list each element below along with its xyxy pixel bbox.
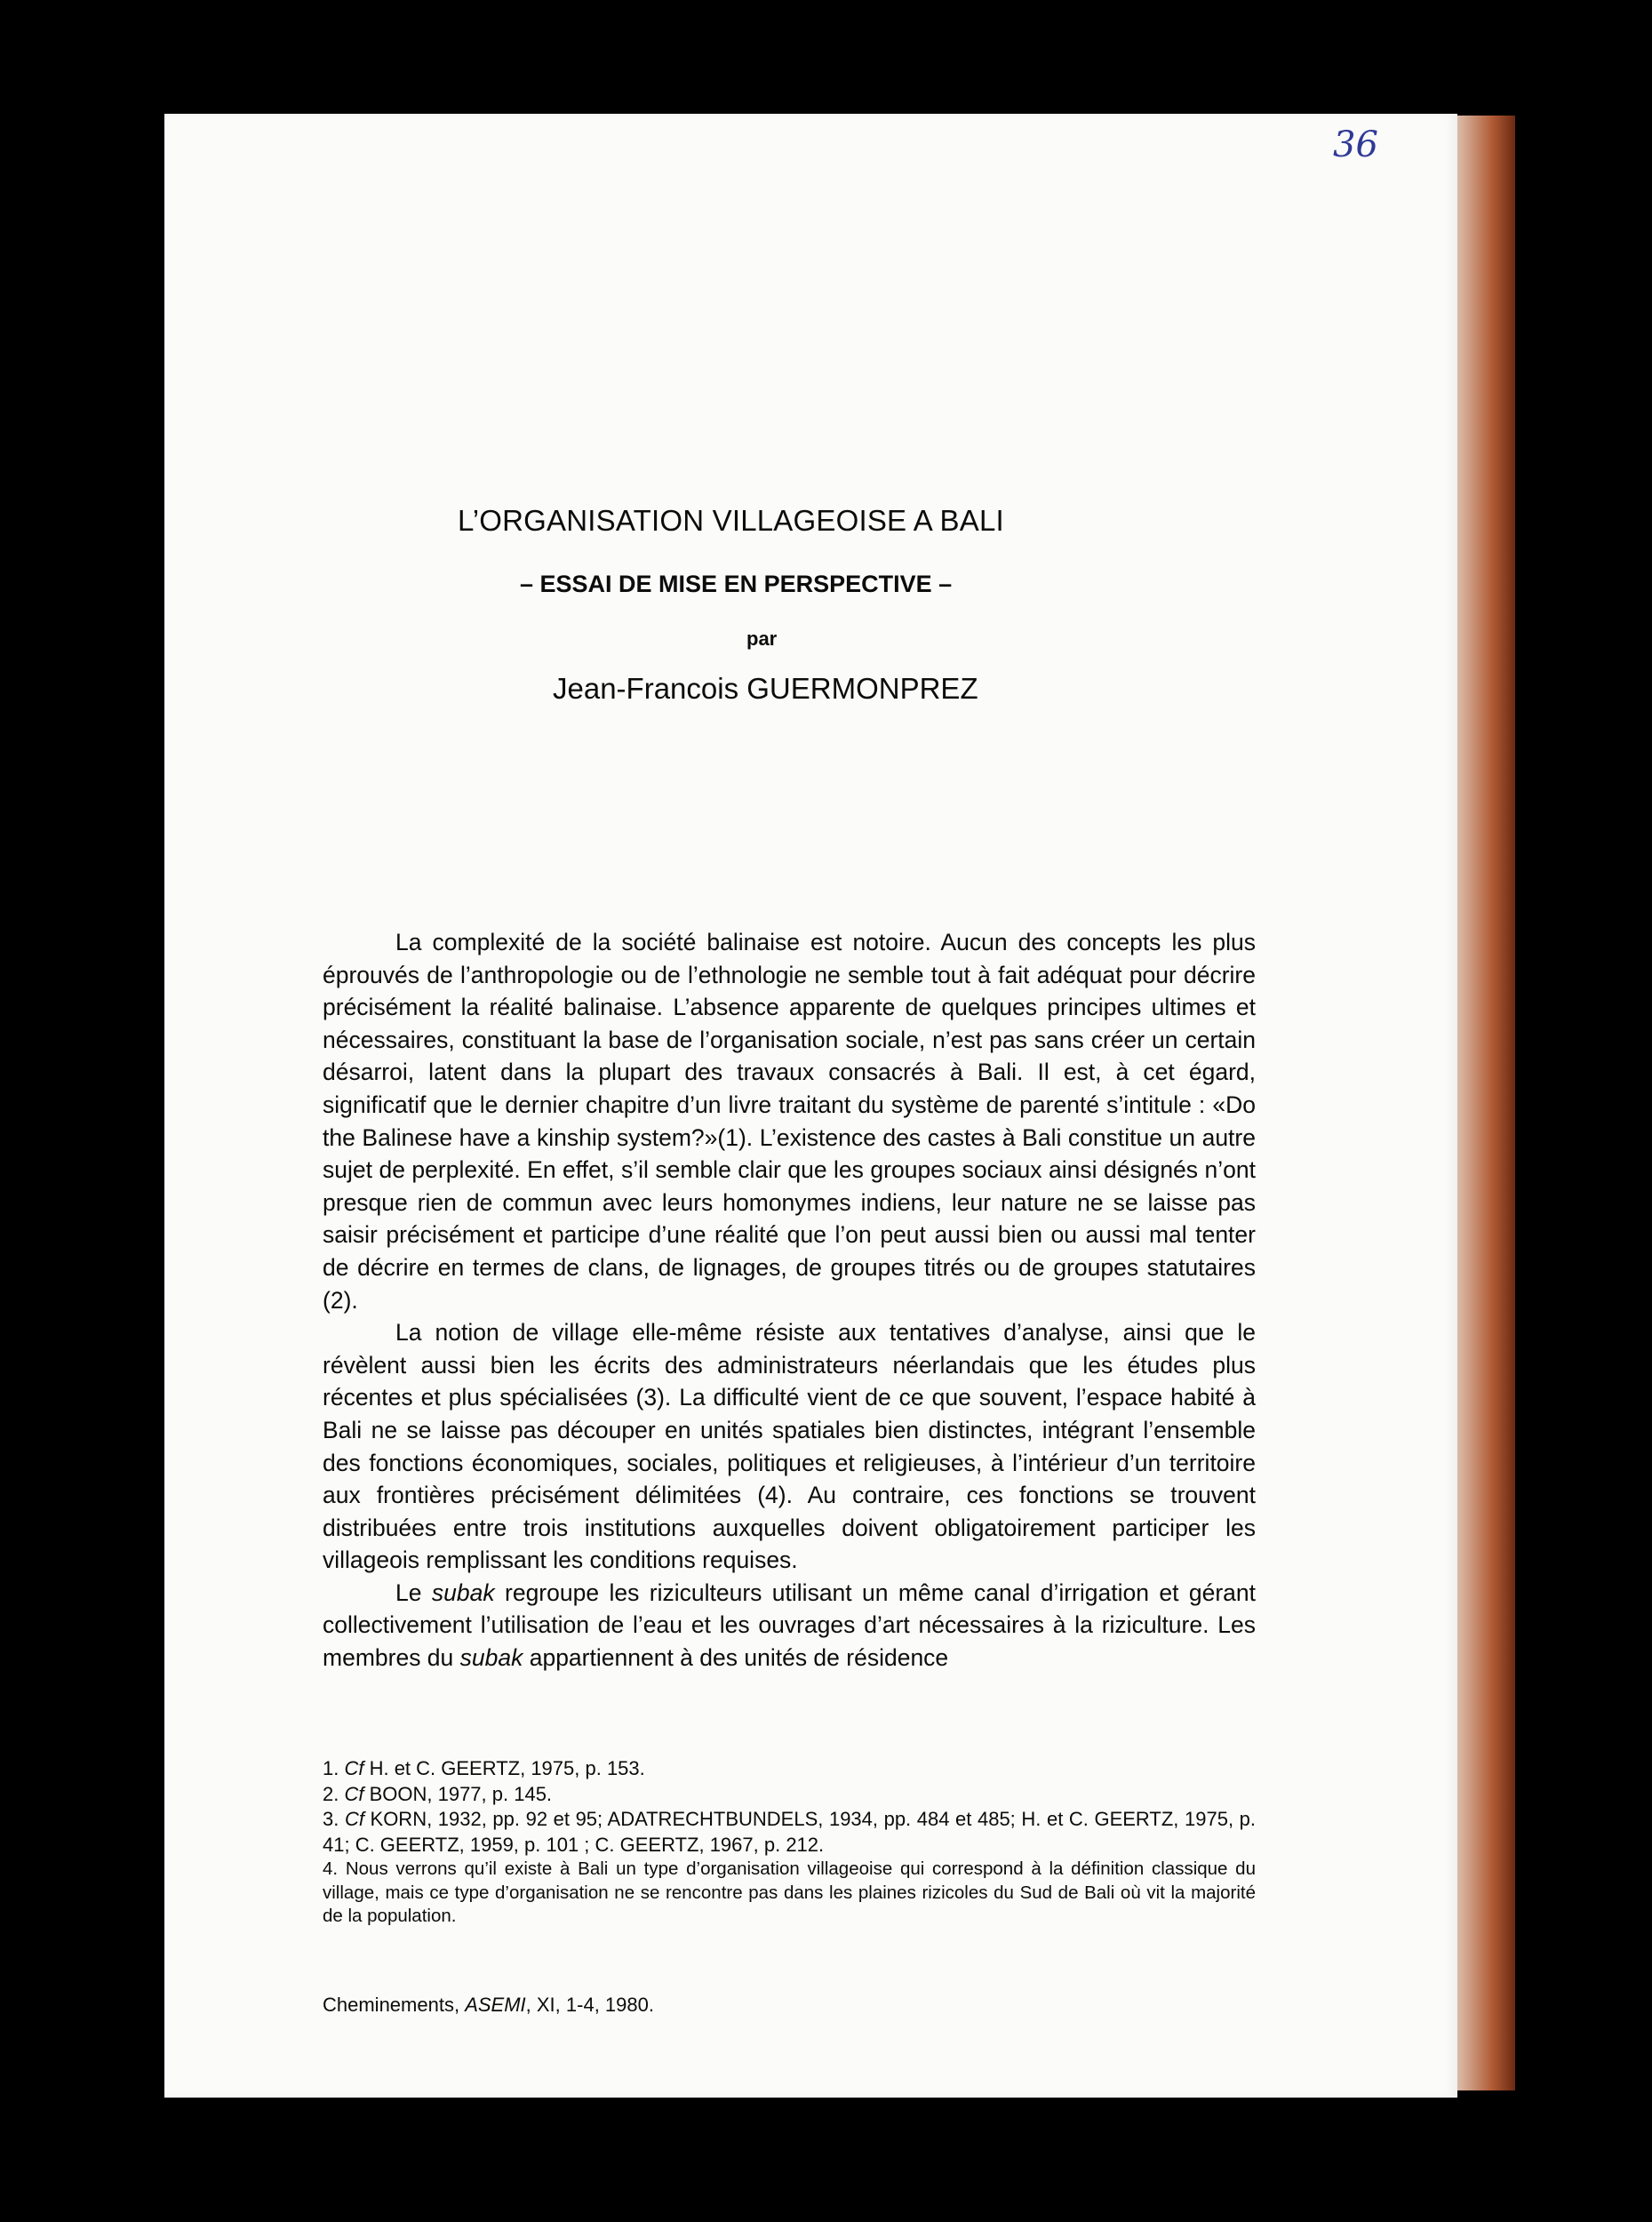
footnote-1-text: H. et C. GEERTZ, 1975, p. 153. (363, 1757, 645, 1779)
footnote-1-number: 1. (323, 1757, 345, 1779)
footnote-3 (323, 1807, 1256, 1858)
footnote-3-cf: Cf (344, 1808, 364, 1830)
footnote-1 (323, 1756, 1256, 1782)
author-name: Jean-Francois GUERMONPREZ (553, 672, 978, 705)
paragraph-1: La complexité de la société balinaise est notoire. Aucun des concepts les plus éprouvés de l’anthropologie ou de l’ethnologie ne semble tout à fait adéquat pour décrire précisément la réalité balinaise. L’absence apparente de quelques principes ultimes et nécessaires, constituant la base de l’organisation sociale, n’est pas sans créer un certain désarroi, latent dans la plupart des travaux consacrés à Bali. Il est, à cet égard, significatif que le dernier chapitre d’un livre traitant du système de parenté s’intitule : «Do the Balinese have a kinship system?»(1). L’existence des castes à Bali constitue un autre sujet de perplexité. En effet, s’il semble clair que les groupes sociaux ainsi désignés n’ont presque rien de commun avec leurs homonymes indiens, leur nature ne se laisse pas saisir précisément et participe d’une réalité que l’on peut aussi bien ou aussi mal tenter de décrire en termes de clans, de lignages, de groupes titrés ou de groupes statutaires (2). (323, 929, 1256, 1314)
article-body (323, 926, 1256, 1674)
citation-suffix: , XI, 1-4, 1980. (525, 1994, 654, 2016)
article-subtitle: – ESSAI DE MISE EN PERSPECTIVE – (520, 571, 953, 597)
paragraph-3-text-mid: regroupe les riziculteurs utilisant un même canal d’irrigation et gérant collectivement l’utilisation de l’eau et les ouvrages d’art nécessaires à la riziculture. Les membres du (323, 1579, 1257, 1672)
article-title: L’ORGANISATION VILLAGEOISE A BALI (458, 504, 1004, 537)
footnote-2-number: 2. (323, 1782, 345, 1805)
footnote-2-text: BOON, 1977, p. 145. (363, 1782, 553, 1805)
citation-journal: ASEMI (465, 1994, 526, 2016)
footnotes (323, 1756, 1256, 1929)
journal-citation (323, 1994, 654, 2017)
term-subak: subak (431, 1579, 495, 1606)
document-page (164, 114, 1457, 2098)
term-subak-2: subak (459, 1644, 523, 1672)
footnote-2 (323, 1782, 1256, 1808)
footnote-2-cf: Cf (344, 1782, 364, 1805)
citation-prefix: Cheminements, (323, 1994, 466, 2016)
footnote-3-text: KORN, 1932, pp. 92 et 95; ADATRECHTBUNDELS, 1934, pp. 484 et 485; H. et C. GEERTZ, 1975, p. 41; C. GEERTZ, 1959, p. 101 ; C. GEERTZ, 1967, p. 212. (323, 1808, 1256, 1856)
footnote-3-number: 3. (323, 1808, 345, 1830)
handwritten-page-number: 36 (1333, 124, 1378, 165)
footnote-4: 4. Nous verrons qu’il existe à Bali un type d’organisation villageoise qui correspond à la définition classique du village, mais ce type d’organisation ne se rencontre pas dans les plaines rizicoles du Sud de Bali où vit la majorité de la population. (323, 1858, 1256, 1926)
by-line: par (746, 627, 778, 650)
footnote-1-cf: Cf (344, 1757, 364, 1779)
paragraph-3-text-start: Le (395, 1579, 432, 1606)
paragraph-3 (323, 1577, 1256, 1674)
paragraph-3-text-end: appartiennent à des unités de résidence (523, 1644, 949, 1672)
paragraph-2: La notion de village elle-même résiste aux tentatives d’analyse, ainsi que le révèlent aussi bien les écrits des administrateurs néerlandais que les études plus récentes et plus spécialisées (3). La difficulté vient de ce que souvent, l’espace habité à Bali ne se laisse pas découper en unités spatiales bien distinctes, intégrant l’ensemble des fonctions économiques, sociales, politiques et religieuses, à l’intérieur d’un territoire aux frontières précisément délimitées (4). Au contraire, ces fonctions se trouvent distribuées entre trois institutions auxquelles doivent obligatoirement participer les villageois remplissant les conditions requises. (323, 1319, 1256, 1574)
